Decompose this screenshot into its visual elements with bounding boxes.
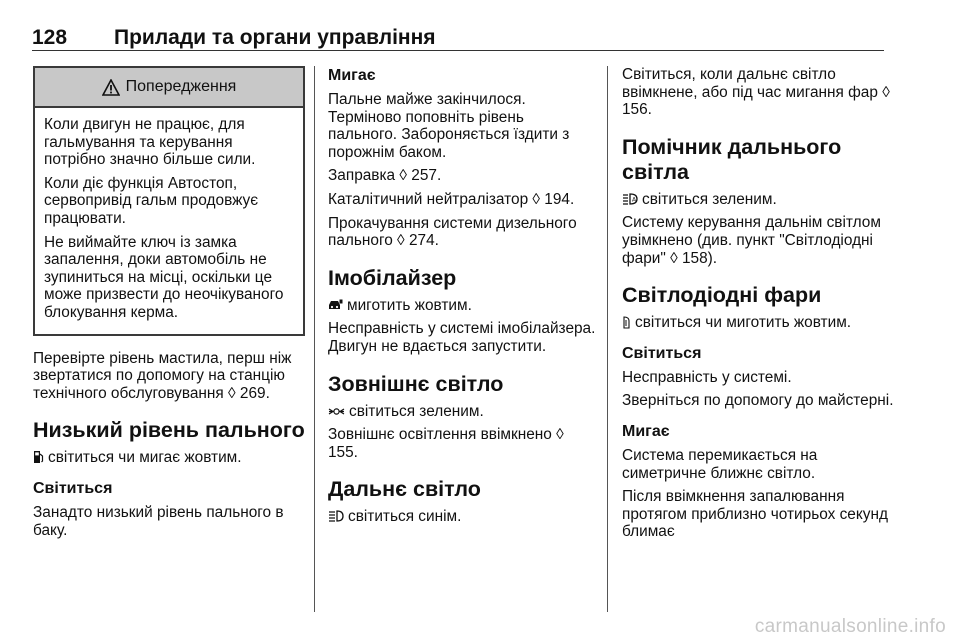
lit-description: Зверніться по допомогу до майстерні. (622, 392, 894, 410)
lit-description: Несправність у системі. (622, 368, 792, 386)
assist-description: Систему керування дальнім світлом увімкнено (див. пункт "Світлодіодні фари" ◊ 158). (622, 214, 881, 267)
low-fuel-status (33, 449, 305, 467)
immobilizer-description: Несправність у системі імобілайзера. Двигун не вдається запустити. (328, 320, 596, 355)
led-status (622, 314, 902, 332)
heading-lit: Світиться (622, 344, 702, 362)
assist-status-text: світиться зеленим. (642, 190, 777, 208)
heading-blinks: Мигає (328, 67, 376, 84)
exterior-status-text: світиться зеленим. (349, 402, 484, 420)
page-number: 128 (32, 26, 68, 49)
heading-high-beam-assist: Помічник дальнього світла (622, 134, 842, 184)
refuel-reference: Заправка ◊ 257. (328, 167, 442, 185)
warning-header (35, 68, 303, 108)
svg-text:A: A (632, 196, 637, 204)
heading-immobilizer: Імобілайзер (328, 265, 457, 290)
warning-triangle-icon (102, 79, 120, 96)
fuel-pump-icon (33, 450, 44, 464)
heading-high-beam: Дальнє світло (328, 477, 481, 502)
high-beam-assist-icon (622, 193, 638, 205)
led-headlight-icon (622, 316, 631, 329)
car-key-icon (328, 299, 343, 311)
heading-blinks: Мигає (622, 422, 670, 440)
lit-description: Занадто низький рівень пального в баку. (33, 503, 284, 539)
immobilizer-status-text: миготить жовтим. (347, 296, 472, 314)
blinks-description: Після ввімкнення запалювання протягом приблизно чотирьох секунд блимає (622, 488, 888, 541)
warning-paragraph: Не виймайте ключ із замка запалення, доки автомобіль не зупиниться на місці, оскільки це може призвести до неочікуваного блокування керма. (44, 233, 284, 321)
column-divider (607, 66, 608, 612)
blinks-description: Система перемикається на симетричне ближнє світло. (622, 446, 818, 482)
warning-paragraph: Коли двигун не працює, для гальмування та керування потрібно значно більше сили. (44, 116, 256, 169)
heading-led-headlights: Світлодіодні фари (622, 283, 822, 308)
blinks-description: Пальне майже закінчилося. Терміново поповніть рівень пального. Забороняється їздити з порожнім баком. (328, 91, 570, 161)
immobilizer-status (328, 297, 596, 315)
diesel-reference: Прокачування системи дизельного пального ◊ 274. (328, 214, 577, 250)
exterior-description: Зовнішнє освітлення ввімкнено ◊ 155. (328, 426, 564, 461)
column-right (622, 66, 902, 547)
exterior-light-icon (328, 406, 345, 417)
heading-low-fuel: Низький рівень пального (33, 418, 305, 443)
exterior-status (328, 403, 596, 421)
low-fuel-status-text: світиться чи мигає жовтим. (48, 449, 242, 467)
high-beam-status-text: світиться синім. (348, 508, 462, 526)
warning-title: Попередження (125, 78, 237, 96)
warning-paragraph: Коли діє функція Автостоп, сервопривід гальм продовжує працювати. (44, 174, 259, 227)
heading-exterior-light: Зовнішнє світло (328, 371, 504, 396)
page-header (32, 14, 884, 51)
heading-lit: Світиться (33, 479, 113, 497)
oil-check-paragraph: Перевірте рівень мастила, перш ніж звертатися по допомогу на станцію технічного обслуговування ◊ 269. (33, 349, 292, 402)
led-status-text: світиться чи миготить жовтим. (635, 314, 852, 332)
column-left (33, 66, 305, 545)
column-middle (328, 66, 596, 532)
warning-body (35, 108, 303, 334)
high-beam-status (328, 508, 596, 526)
page-title: Прилади та органи управління (114, 26, 436, 49)
catalyst-reference: Каталітичний нейтралізатор ◊ 194. (328, 190, 575, 208)
column-divider (314, 66, 315, 612)
watermark: carmanualsonline.info (754, 616, 946, 637)
warning-box (33, 66, 305, 336)
high-beam-description: Світиться, коли дальнє світло ввімкнене, або під час мигання фар ◊ 156. (622, 66, 890, 119)
high-beam-icon (328, 510, 344, 522)
assist-status (622, 191, 902, 209)
